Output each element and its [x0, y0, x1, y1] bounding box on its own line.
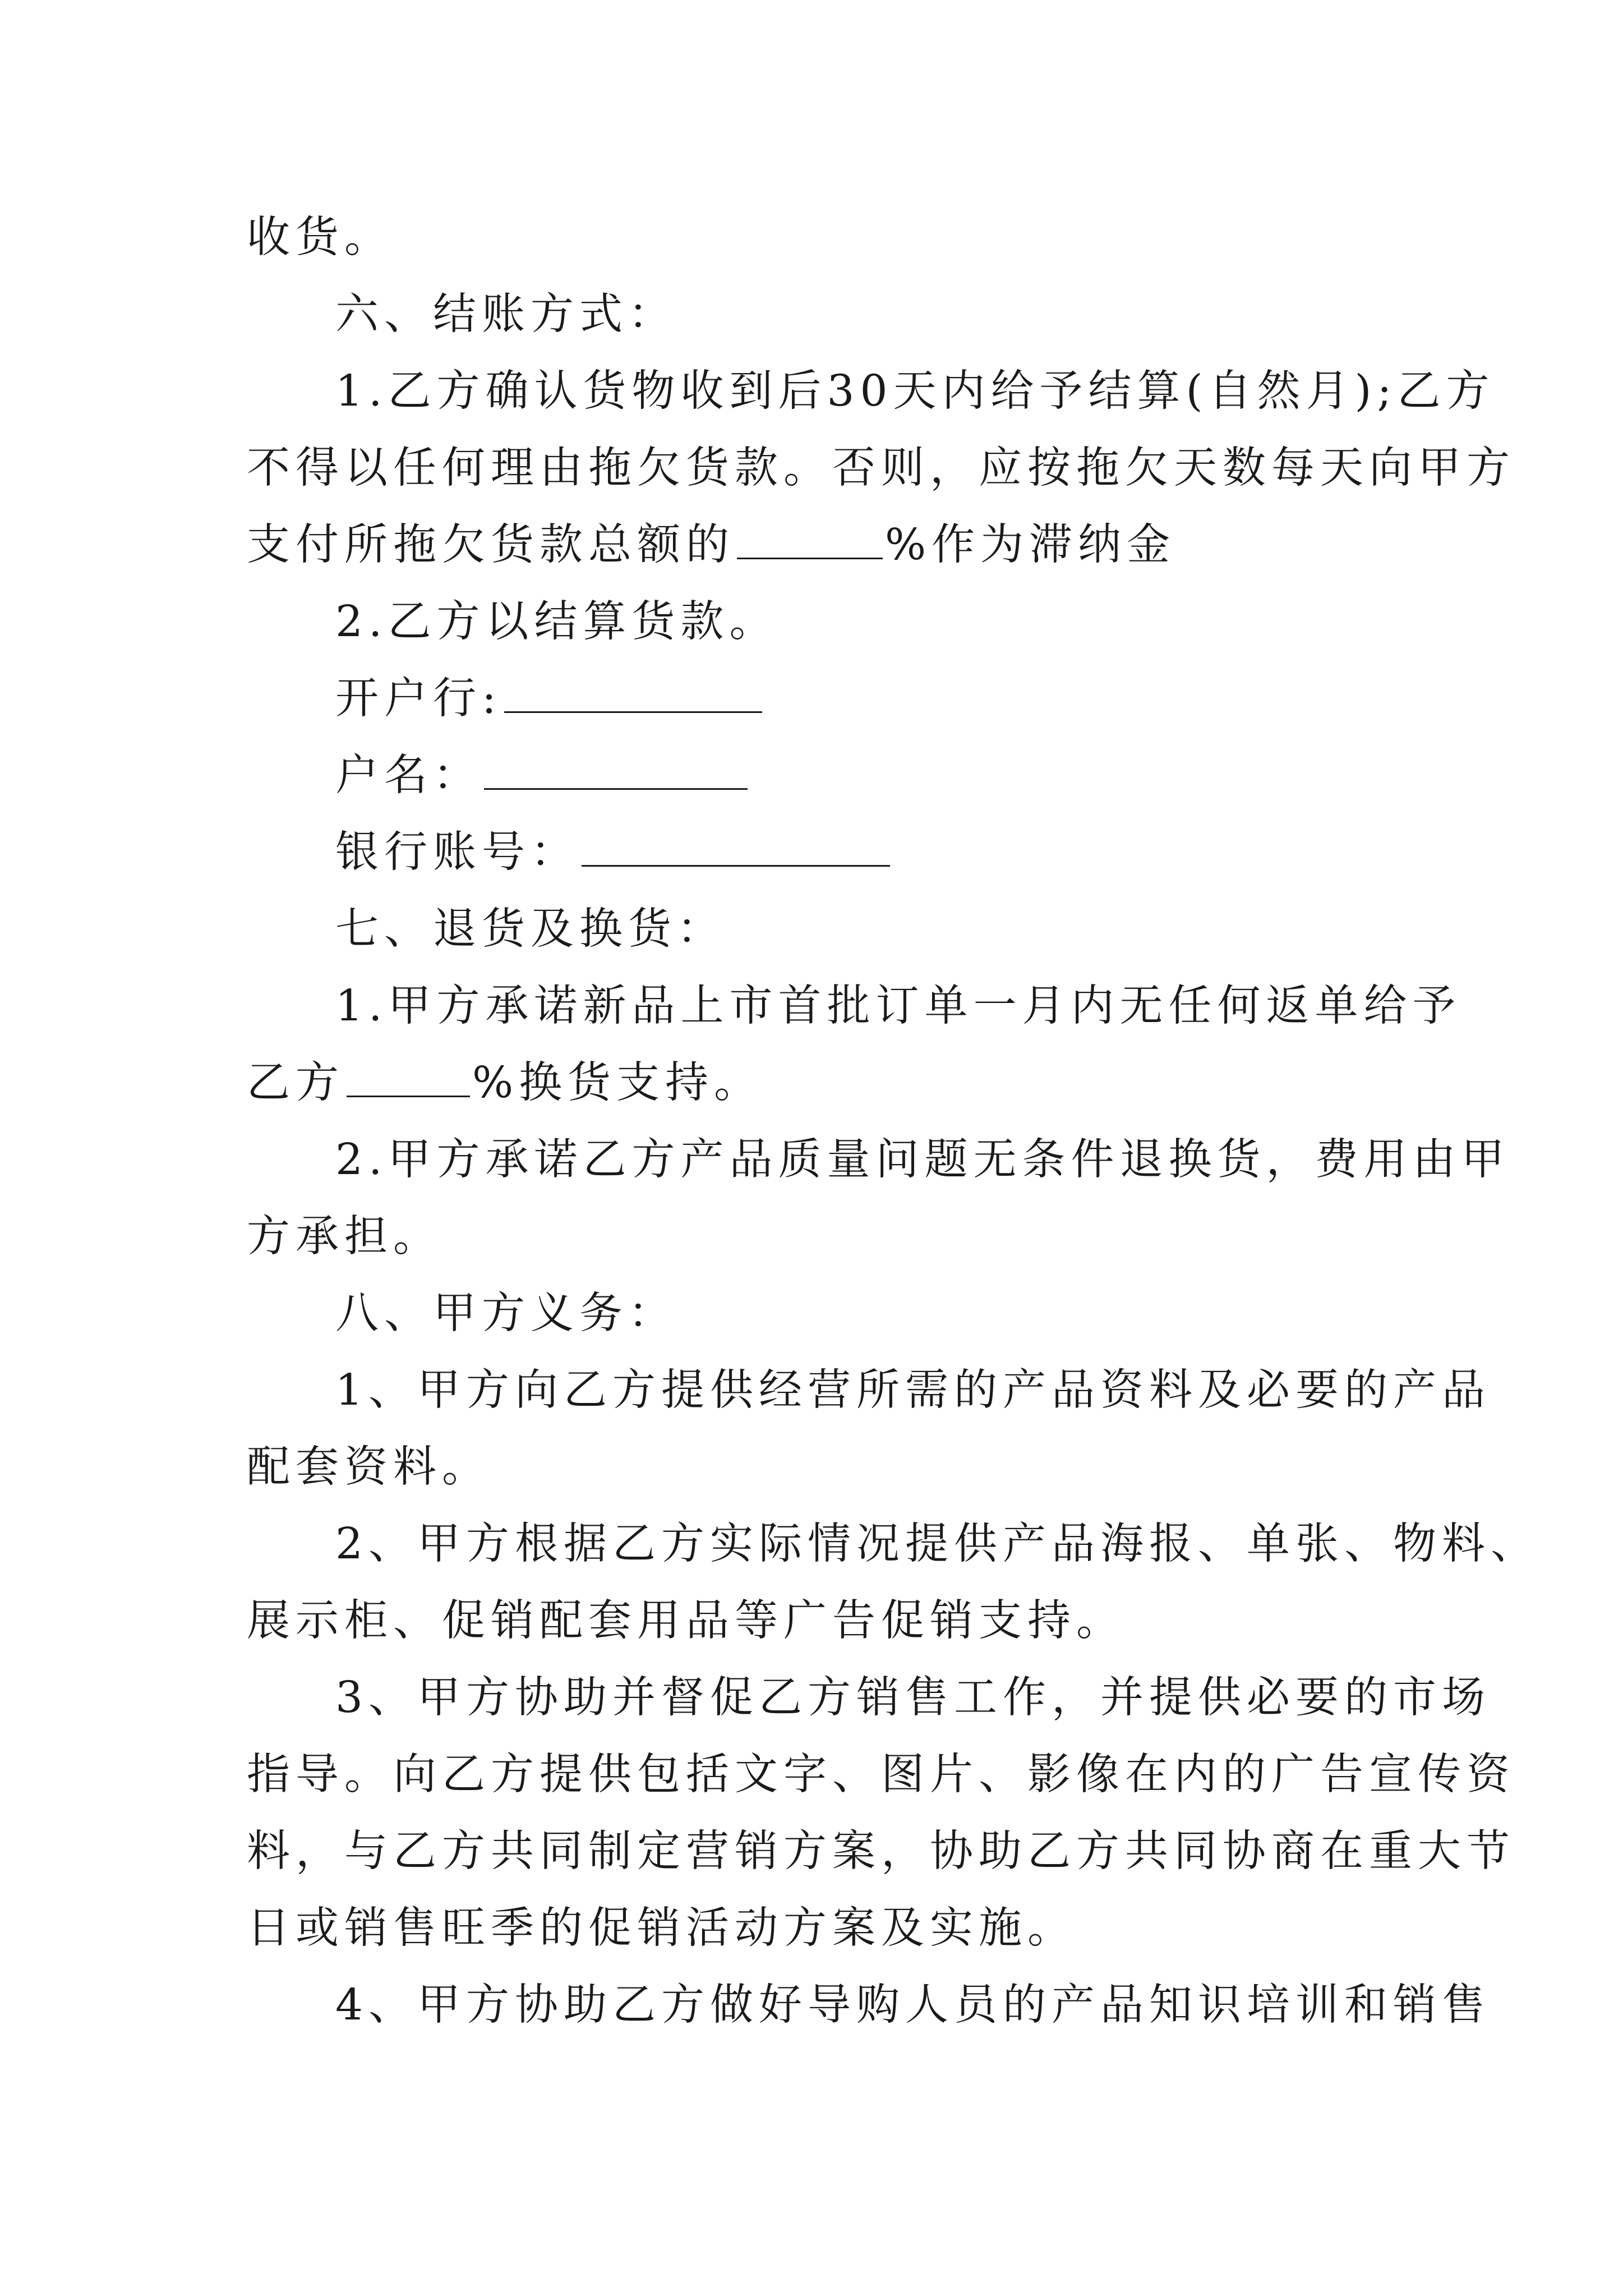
text-line: 2.甲方承诺乙方产品质量问题无条件退换货，费用由甲 [335, 1135, 1510, 1185]
text-line: 3、甲方协助并督促乙方销售工作，并提供必要的市场 [335, 1673, 1491, 1723]
document-body [247, 199, 1539, 2044]
text-line: 2.乙方以结算货款。 [335, 597, 778, 647]
bank-field-line: 开户行: [247, 660, 1402, 737]
account-name-blank [484, 751, 748, 790]
text-line: 1.乙方确认货物收到后30天内给予结算(自然月);乙方 [335, 366, 1495, 416]
section-heading-obligations: 八、甲方义务： [335, 1289, 677, 1338]
text-line: 料，与乙方共同制定营销方案，协助乙方共同协商在重大节 [247, 1826, 1515, 1876]
text-line: 指导。向乙方提供包括文字、图片、影像在内的广告宣传资 [247, 1750, 1515, 1800]
text-line: 收货。 [247, 213, 393, 263]
section-heading-settlement: 六、结账方式： [335, 289, 677, 339]
account-number-blank [582, 828, 890, 867]
text-line: 2、甲方根据乙方实际情况提供产品海报、单张、物料、 [335, 1519, 1539, 1569]
text-line: 4、甲方协助乙方做好导购人员的产品知识培训和销售 [335, 1980, 1491, 2030]
exchange-percent-blank [347, 1059, 470, 1097]
text-line: 支付所拖欠货款总额的 %作为滞纳金 [247, 520, 1176, 570]
account-number-field-line: 银行账号： [247, 814, 1402, 891]
text-line: 乙方 %换货支持。 [247, 1058, 763, 1108]
text-line: 配套资料。 [247, 1442, 491, 1492]
text-line: 不得以任何理由拖欠货款。否则，应按拖欠天数每天向甲方 [247, 443, 1515, 493]
late-fee-percent-blank [737, 521, 883, 559]
account-name-field-line: 户名： [247, 737, 1402, 814]
bank-name-blank [504, 674, 762, 713]
text-line: 展示柜、促销配套用品等广告促销支持。 [247, 1596, 1125, 1646]
section-heading-returns: 七、退货及换货： [335, 904, 726, 954]
text-line: 方承担。 [247, 1212, 442, 1262]
text-line: 日或销售旺季的促销活动方案及实施。 [247, 1903, 1076, 1953]
text-line: 1、甲方向乙方提供经营所需的产品资料及必要的产品 [335, 1365, 1491, 1415]
text-line: 1.甲方承诺新品上市首批订单一月内无任何返单给予 [335, 981, 1461, 1031]
